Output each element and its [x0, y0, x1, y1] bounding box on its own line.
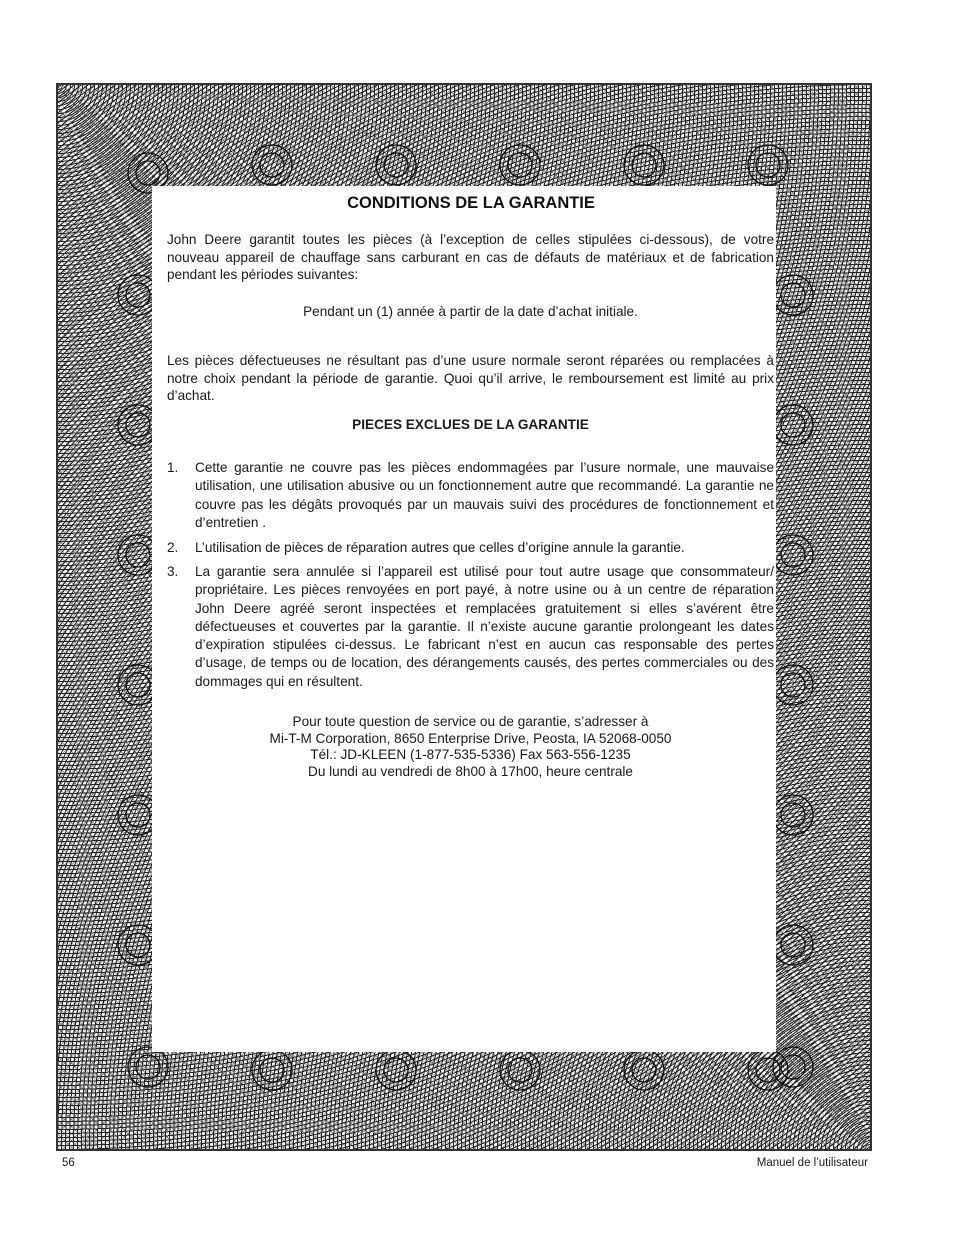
contact-block — [167, 714, 774, 780]
contact-address: Mi-T-M Corporation, 8650 Enterprise Drive, Peosta, IA 52068-0050 — [269, 730, 672, 746]
page-title: CONDITIONS DE LA GARANTIE — [347, 194, 595, 212]
contact-phone: Tél.: JD-KLEEN (1-877-535-5336) Fax 563-556-1235 — [310, 747, 631, 763]
warranty-period: Pendant un (1) année à partir de la date d’achat initiale. — [303, 304, 638, 319]
intro-paragraph: John Deere garantit toutes les pièces (à l’exception de celles stipulées ci-dessous), de votre nouveau appareil de chauffage sans carburant en cas de défauts de matériaux et de fabrication pendant les périodes suivantes: — [167, 232, 774, 282]
exclusion-number: 3. — [167, 564, 179, 579]
defective-parts-paragraph: Les pièces défectueuses ne résultant pas d’une usure normale seront réparées ou remplacées à notre choix pendant la période de garantie. Quoi qu’il arrive, le remboursement est limité au prix d’achat. — [167, 353, 774, 403]
page-number: 56 — [62, 1157, 75, 1169]
exclusion-number: 2. — [167, 540, 179, 555]
contact-hours: Du lundi au vendredi de 8h00 à 17h00, heure centrale — [308, 763, 633, 779]
exclusion-text: La garantie sera annulée si l’appareil est utilisé pour tout autre usage que consommateur/ propriétaire. Les pièces renvoyées en port payé, à notre usine ou à un centre de réparation John Deere agréé seront inspectées et remplacées gratuitement si elles s’avérent être défectueuses et couvertes par la garantie. Il n’existe aucune garantie prolongeant les dates d’expiration stipulées ci-dessus. Le fabricant n’est en aucun cas responsable des pertes d’usage, de temps ou de location, des dérangements causés, des pertes commerciales ou des dommages qui en résultent. — [195, 564, 774, 689]
contact-line: Pour toute question de service ou de garantie, s’adresser à — [292, 714, 649, 729]
exclusion-text: L’utilisation de pièces de réparation autres que celles d’origine annule la garantie. — [195, 540, 685, 555]
exclusions-heading: PIECES EXCLUES DE LA GARANTIE — [352, 417, 589, 432]
exclusion-text: Cette garantie ne couvre pas les pièces endommagées par l’usure normale, une mauvaise utilisation, une utilisation abusive ou un fonctionnement autre que recommandé. La garantie ne couvre pas les dégâts provoqués par un mauvais suivi des procédures de fonctionnement et d’entretien . — [195, 460, 774, 530]
manual-title: Manuel de l’utilisateur — [756, 1157, 868, 1169]
exclusion-number: 1. — [167, 460, 179, 475]
